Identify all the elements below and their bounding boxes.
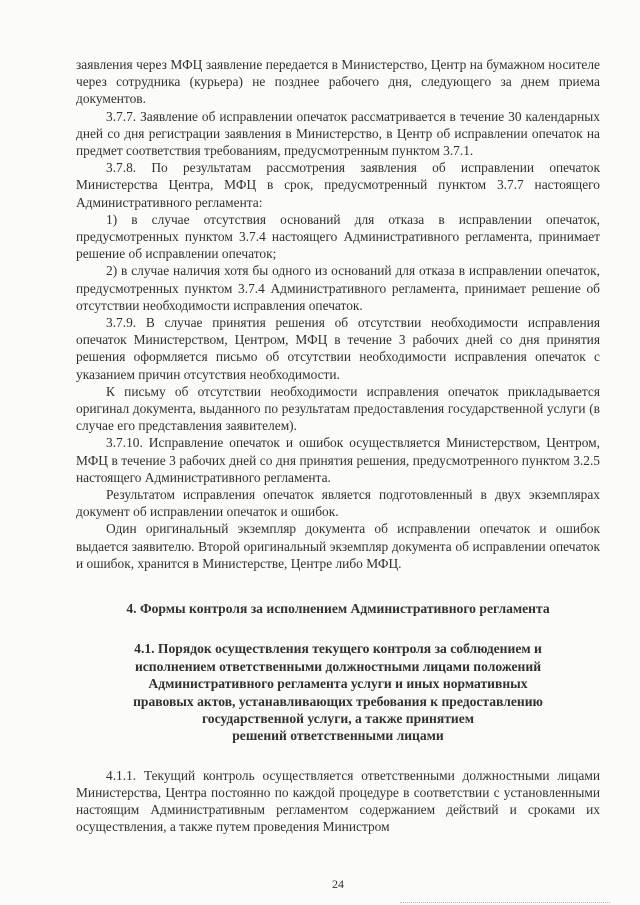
paragraph: 3.7.7. Заявление об исправлении опечаток рассматривается в течение 30 календарных дней со дня регистрации заявления в Министерство, в Центр об исправлении опечаток на предмет соответствия требованиям, предусмотренным пунктом 3.7.1. — [76, 108, 600, 159]
section-heading: 4. Формы контроля за исполнением Административного регламента — [126, 601, 550, 617]
paragraph: 3.7.9. В случае принятия решения об отсутствии необходимости исправления опечаток Министерством, Центром, МФЦ в течение 3 рабочих дней со дня принятия решения оформляется письмо об отсутствии необходимости исправления опечаток с указанием причин отсутствия необходимости. — [76, 315, 600, 382]
paragraph: К письму об отсутствии необходимости исправления опечаток прикладывается оригинал документа, выданного по результатам предоставления государственной услуги (в случае его представления заявителем). — [76, 383, 600, 434]
heading-line: решений ответственными лицами — [232, 728, 444, 744]
body-text-top — [76, 56, 600, 572]
paragraph: 3.7.10. Исправление опечаток и ошибок осуществляется Министерством, Центром, МФЦ в течение 3 рабочих дней со дня принятия решения, предусмотренного пунктом 3.2.5 настоящего Административного регламента. — [76, 435, 600, 485]
heading-line: Административного регламента услуги и иных нормативных — [148, 676, 528, 692]
paragraph: Один оригинальный экземпляр документа об исправлении опечаток и ошибок выдается заявителю. Второй оригинальный экземпляр документа об исправлении опечаток и ошибок, хранится в Министерстве, Центре либо МФЦ. — [76, 521, 600, 571]
paragraph: заявления через МФЦ заявление передается в Министерство, Центр на бумажном носителе через сотрудника (курьера) не позднее рабочего дня, следующего за днем приема документов. — [76, 57, 600, 107]
heading-line: правовых актов, устанавливающих требования к предоставлению — [133, 693, 543, 709]
paragraph: 2) в случае наличия хотя бы одного из оснований для отказа в исправлении опечаток, предусмотренных пунктом 3.7.4 Административного регламента, принимает решение об отсутствии необходимости исправления опечаток. — [76, 263, 600, 313]
scan-edge-rule — [400, 902, 610, 903]
paragraph: 4.1.1. Текущий контроль осуществляется ответственными должностными лицами Министерства, Центра постоянно по каждой процедуре в соответствии с установленными настоящим Административным регламентом содержанием действий и сроками их осуществления, а также путем проведения Министром — [76, 767, 600, 835]
paragraph: Результатом исправления опечаток является подготовленный в двух экземплярах документ об исправлении опечаток и ошибок. — [76, 487, 600, 520]
heading-line: исполнением ответственными должностными лицами положений — [134, 658, 542, 674]
subsection-heading — [76, 640, 600, 744]
heading-line: государственной услуги, а также принятием — [201, 710, 475, 726]
paragraph: 1) в случае отсутствия оснований для отказа в исправлении опечаток, предусмотренных пунктом 3.7.4 настоящего Административного регламента, принимает решение об исправлении опечаток; — [76, 211, 600, 262]
page-number: 24 — [332, 877, 344, 891]
paragraph: 3.7.8. По результатам рассмотрения заявления об исправлении опечаток Министерства Центра, МФЦ в срок, предусмотренный пунктом 3.7.7 настоящего Административного регламента: — [76, 160, 600, 210]
heading-line: 4.1. Порядок осуществления текущего контроля за соблюдением и — [134, 641, 542, 657]
